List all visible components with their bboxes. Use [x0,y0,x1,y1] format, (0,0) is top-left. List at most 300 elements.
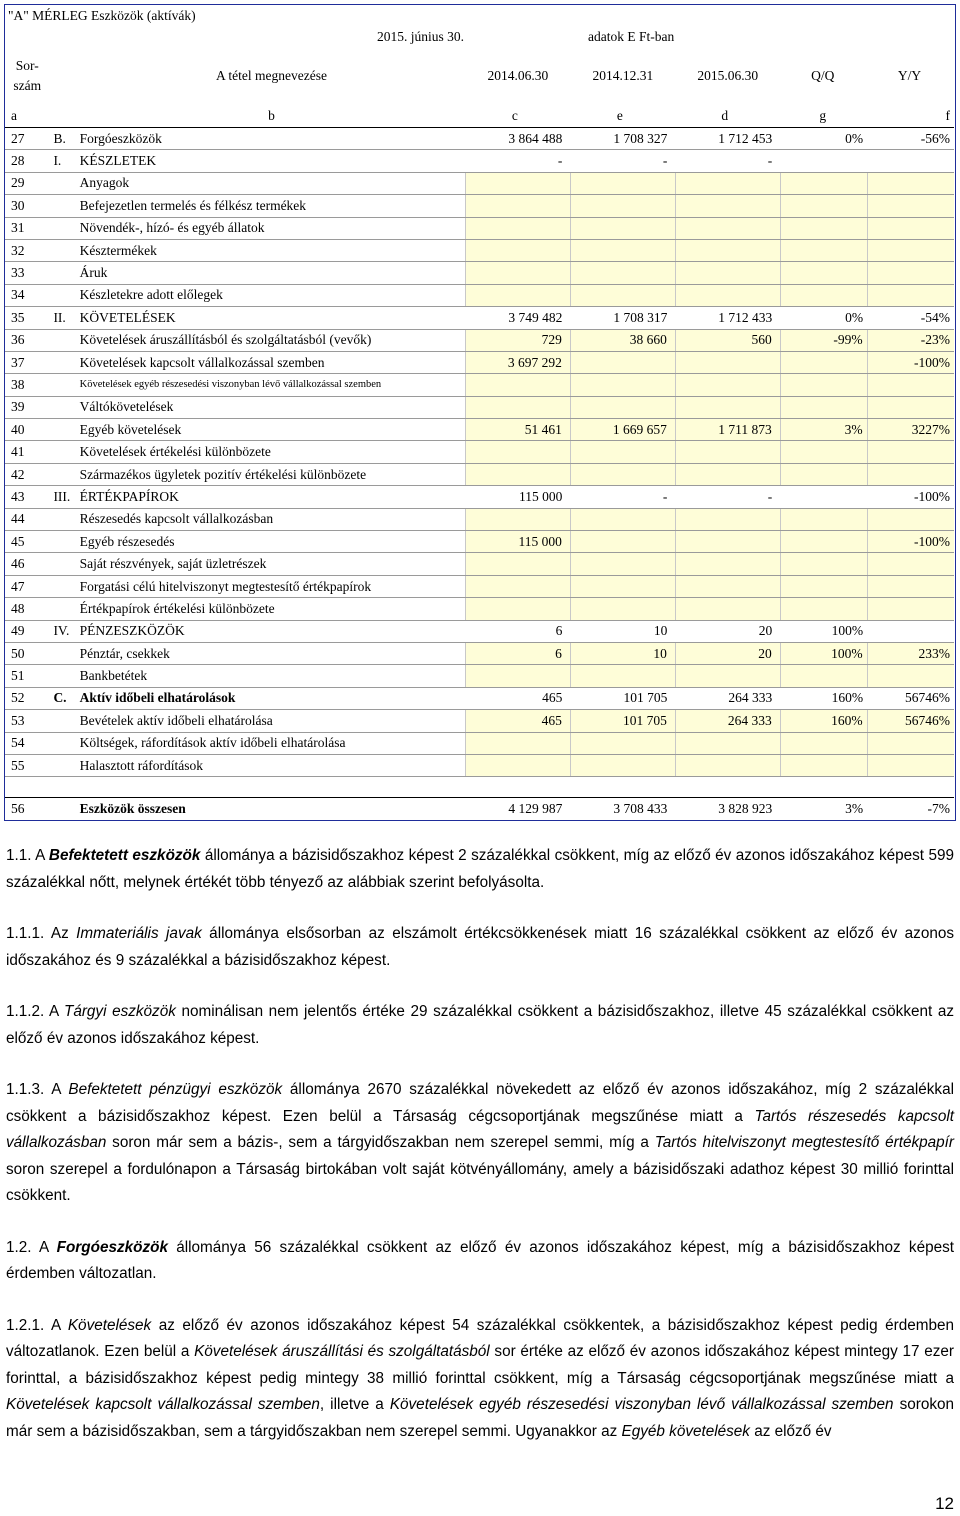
value-2015-06-30 [675,217,780,239]
value-2015-06-30 [675,441,780,463]
value-2015-06-30 [675,508,780,530]
value-2015-06-30 [675,665,780,687]
table-row [5,531,954,553]
value-2014-06-30 [465,508,570,530]
value-2015-06-30: 264 333 [675,687,780,709]
paragraph [6,1313,954,1446]
emphasis-term: Immateriális javak [76,925,202,942]
change-qq [780,172,867,194]
change-yy [867,150,954,172]
change-qq [780,486,867,508]
table-row [5,239,954,261]
change-yy [867,665,954,687]
change-yy [867,575,954,597]
table-row [5,128,954,150]
row-group-mark [51,665,77,687]
change-yy: -23% [867,329,954,351]
value-2014-06-30: 6 [465,620,570,642]
row-group-mark [51,777,77,798]
change-qq: 0% [780,307,867,329]
paragraph-text: az előző év azonos időszakához képest 54 százalékkal csökkentek, a bázisidőszakhoz képest pedig érdemben változatlanok. Ezen belül a [6,1316,954,1360]
table-row [5,486,954,508]
change-yy [867,374,954,396]
row-number: 40 [5,419,51,441]
row-label: Késztermékek [78,239,466,261]
value-2014-06-30: 729 [465,329,570,351]
value-2014-06-30 [465,239,570,261]
value-2014-12-31 [570,262,675,284]
change-yy [867,284,954,306]
value-2014-12-31 [570,777,675,798]
letter-e: e [570,105,675,128]
row-number: 42 [5,463,51,485]
row-group-mark [51,329,77,351]
change-qq [780,441,867,463]
emphasis-term: Forgóeszközök [56,1238,168,1256]
value-2014-12-31 [570,195,675,217]
value-2014-06-30 [465,374,570,396]
change-yy [867,239,954,261]
value-2014-06-30: 3 864 488 [465,128,570,150]
value-2014-12-31 [570,351,675,373]
row-group-mark: IV. [51,620,77,642]
row-group-mark [51,419,77,441]
value-2015-06-30 [675,777,780,798]
value-2015-06-30 [675,575,780,597]
row-group-mark [51,374,77,396]
row-label: Költségek, ráfordítások aktív időbeli elhatárolása [78,732,466,754]
change-yy: 56746% [867,687,954,709]
change-yy [867,598,954,620]
change-yy [867,777,954,798]
table-row [5,754,954,776]
paragraph-text: 1.1.2. A [6,1003,64,1020]
row-label: Készletekre adott előlegek [78,284,466,306]
paragraph-text: nominálisan nem jelentős értéke 29 százalékkal csökkent a bázisidőszakhoz, illetve 45 százalékkal csökkent az előző év azonos időszakához képest. [6,1003,954,1047]
value-2015-06-30 [675,553,780,575]
value-2015-06-30 [675,732,780,754]
emphasis-term: Tárgyi eszközök [63,1003,176,1020]
change-yy: -56% [867,128,954,150]
paragraph-text: , illetve a [319,1396,390,1413]
row-number: 37 [5,351,51,373]
row-number: 51 [5,665,51,687]
row-number: 44 [5,508,51,530]
paragraph-text: sorokon már sem a bázisidőszakban, sem a tárgyidőszakban nem szerepel semmi. Ugyanakkor az [6,1396,954,1440]
change-qq [780,217,867,239]
table-row [5,553,954,575]
letter-g: g [780,105,867,128]
change-qq: 0% [780,128,867,150]
row-label: KÖVETELÉSEK [78,307,466,329]
value-2015-06-30 [675,172,780,194]
emphasis-term: Követelések [67,1316,152,1334]
row-number: 36 [5,329,51,351]
value-2014-12-31: 10 [570,620,675,642]
row-label [78,777,466,798]
row-group-mark [51,754,77,776]
paragraph-text: 1.1.3. A [6,1081,69,1098]
row-number: 52 [5,687,51,709]
row-number: 34 [5,284,51,306]
change-yy: -100% [867,486,954,508]
change-yy [867,508,954,530]
row-group-mark [51,172,77,194]
value-2014-12-31 [570,217,675,239]
value-2014-06-30 [465,262,570,284]
row-number: 46 [5,553,51,575]
change-yy: -100% [867,531,954,553]
total-row [5,798,954,821]
table-row [5,374,954,396]
value-2015-06-30: 3 828 923 [718,801,773,817]
table-row [5,419,954,441]
table-row [5,508,954,530]
paragraph [6,921,954,974]
row-label: Pénztár, csekkek [78,642,466,664]
row-label: Áruk [78,262,466,284]
row-number: 35 [5,307,51,329]
change-yy: 233% [867,642,954,664]
row-label: KÉSZLETEK [78,150,466,172]
row-label: Halasztott ráfordítások [78,754,466,776]
table-row [5,195,954,217]
letter-a: a [5,105,51,128]
row-group-mark: III. [51,486,77,508]
emphasis-term: Egyéb követelések [621,1422,750,1440]
value-2014-12-31 [570,396,675,418]
paragraph-text: sor értéke az előző év azonos időszakához képest mintegy 17 ezer forinttal, a bázisidőszakhoz képest pedig mintegy 38 millió forinttal csökkent, míg a Társaság cégcsoportjának megszűnése miatt a [6,1343,954,1387]
row-number: 47 [5,575,51,597]
value-2014-06-30: 465 [465,710,570,732]
table-row [5,172,954,194]
change-qq [780,262,867,284]
table-row [5,441,954,463]
value-2014-12-31: 101 705 [570,710,675,732]
change-qq: 100% [780,620,867,642]
value-2014-06-30 [465,284,570,306]
row-group-mark [51,284,77,306]
row-group-mark [51,732,77,754]
value-2014-12-31: 1 708 327 [570,128,675,150]
value-2014-06-30: 4 129 987 [508,801,563,817]
change-qq: 160% [780,687,867,709]
value-2014-06-30: 3 749 482 [465,307,570,329]
paragraph [6,843,954,896]
spacer-row [5,777,954,798]
table-row [5,598,954,620]
table-row [5,329,954,351]
change-yy [867,441,954,463]
value-2014-12-31 [570,732,675,754]
change-qq [780,150,867,172]
change-qq [780,598,867,620]
unit-label: adatok E Ft-ban [588,29,675,44]
row-group-mark [51,710,77,732]
emphasis-term: Tartós részesedés kapcsolt vállalkozásban [6,1107,954,1151]
value-2015-06-30 [675,284,780,306]
table-row [5,575,954,597]
row-group-mark [51,575,77,597]
change-qq [780,754,867,776]
paragraph-text: 1.2.1. A [6,1316,68,1334]
row-number: 39 [5,396,51,418]
value-2014-12-31 [570,463,675,485]
value-2014-12-31: - [570,150,675,172]
row-label: Forgóeszközök [78,128,466,150]
row-group-mark [51,351,77,373]
value-2015-06-30: 560 [675,329,780,351]
paragraph [6,1235,954,1288]
letter-c: c [465,105,570,128]
row-label: Saját részvények, saját üzletrészek [78,553,466,575]
col-header-2015-06: 2015.06.30 [697,68,759,83]
row-group-mark: C. [51,687,77,709]
value-2015-06-30: - [675,486,780,508]
value-2015-06-30 [675,531,780,553]
commentary-text [6,843,954,1445]
row-label: Követelések egyéb részesedési viszonyban lévő vállalkozással szemben [78,374,466,396]
table-row [5,262,954,284]
table-row [5,732,954,754]
value-2014-06-30 [465,553,570,575]
row-label: Váltókövetelések [78,396,466,418]
change-yy: -100% [867,351,954,373]
emphasis-term: Befektetett pénzügyi eszközök [68,1081,283,1098]
change-qq [780,284,867,306]
row-number: 29 [5,172,51,194]
paragraph-text: állománya 56 százalékkal csökkent az előző év azonos időszakához képest, míg a bázisidőszakhoz képest érdemben változatlan. [6,1238,954,1282]
row-group-mark [51,598,77,620]
change-yy [867,754,954,776]
change-yy: 56746% [867,710,954,732]
emphasis-term: Követelések áruszállítási és szolgáltatásból [194,1343,490,1360]
value-2014-06-30 [465,575,570,597]
table-row [5,150,954,172]
table-row [5,307,954,329]
value-2014-06-30 [465,396,570,418]
row-number: 56 [11,801,25,817]
value-2014-06-30: 6 [465,642,570,664]
value-2015-06-30: 20 [675,642,780,664]
change-yy [867,172,954,194]
value-2015-06-30 [675,195,780,217]
paragraph-text: állománya 2670 százalékkal növekedett az előző év azonos időszakához, míg 2 százalékkal csökkent a bázisidőszakhoz képest. Ezen belül a Társaság cégcsoportjának megszűnése miatt a [6,1081,954,1125]
row-number: 30 [5,195,51,217]
row-label: Forgatási célú hitelviszonyt megtestesítő értékpapírok [78,575,466,597]
value-2015-06-30 [675,262,780,284]
value-2014-06-30: 3 697 292 [465,351,570,373]
value-2015-06-30 [675,463,780,485]
row-group-mark [51,798,77,821]
row-label: Követelések értékelési különbözete [78,441,466,463]
table-row [5,710,954,732]
change-qq: 3% [780,419,867,441]
value-2015-06-30: 1 712 453 [675,128,780,150]
value-2014-12-31: 38 660 [570,329,675,351]
value-2015-06-30: 264 333 [675,710,780,732]
row-label: Részesedés kapcsolt vállalkozásban [78,508,466,530]
change-yy: 3227% [867,419,954,441]
value-2014-12-31: 101 705 [570,687,675,709]
table-row [5,687,954,709]
row-number: 31 [5,217,51,239]
change-qq [780,239,867,261]
change-yy [867,732,954,754]
row-label: Bankbetétek [78,665,466,687]
row-group-mark [51,463,77,485]
value-2015-06-30 [675,239,780,261]
value-2015-06-30: 1 712 433 [675,307,780,329]
letter-row [5,105,954,128]
change-yy [867,396,954,418]
row-group-mark [51,531,77,553]
row-label: Követelések áruszállításból és szolgáltatásból (vevők) [78,329,466,351]
value-2014-12-31 [570,239,675,261]
change-qq: 3% [845,801,864,817]
row-label: Követelések kapcsolt vállalkozással szemben [78,351,466,373]
row-label: PÉNZESZKÖZÖK [78,620,466,642]
value-2015-06-30 [675,374,780,396]
value-2014-12-31: 10 [570,642,675,664]
row-label: Bevételek aktív időbeli elhatárolása [78,710,466,732]
balance-table [5,47,954,820]
row-label: Származékos ügyletek pozitív értékelési különbözete [78,463,466,485]
row-number: 27 [5,128,51,150]
change-yy [867,262,954,284]
row-number: 43 [5,486,51,508]
value-2014-12-31 [570,598,675,620]
value-2014-12-31 [570,553,675,575]
change-yy [867,553,954,575]
row-group-mark [51,441,77,463]
change-qq: -99% [780,329,867,351]
row-number [5,777,51,798]
value-2014-06-30 [465,195,570,217]
col-header-qq: Q/Q [811,68,835,83]
change-qq: 160% [780,710,867,732]
row-number: 38 [5,374,51,396]
row-number: 33 [5,262,51,284]
letter-d: d [675,105,780,128]
row-number: 28 [5,150,51,172]
value-2014-06-30 [465,463,570,485]
row-number: 32 [5,239,51,261]
change-qq [780,777,867,798]
value-2014-12-31 [570,531,675,553]
row-group-mark: II. [51,307,77,329]
change-yy: -54% [867,307,954,329]
paragraph-text: 1.1. A [6,847,49,864]
row-group-mark [51,642,77,664]
row-group-mark [51,508,77,530]
value-2014-06-30 [465,441,570,463]
paragraph-text: állománya elsősorban az elszámolt értékcsökkenések miatt 16 százalékkal csökkent az előző év azonos időszakához és 9 százalékkal a bázisidőszakhoz képest. [6,925,954,969]
change-qq: 100% [780,642,867,664]
change-qq [780,374,867,396]
row-group-mark [51,553,77,575]
value-2014-06-30 [465,217,570,239]
value-2014-06-30: 115 000 [465,486,570,508]
paragraph-text: állománya a bázisidőszakhoz képest 2 százalékkal csökkent, míg az előző év azonos időszakához képest 599 százalékkal nőtt, melynek értékét több tényező az alábbiak szerint befolyásolta. [6,847,954,891]
value-2014-12-31 [570,441,675,463]
row-group-mark [51,396,77,418]
change-qq [780,575,867,597]
table-row [5,217,954,239]
row-label: Növendék-, hízó- és egyéb állatok [78,217,466,239]
value-2014-12-31 [570,754,675,776]
col-header-2014-06: 2014.06.30 [487,68,549,83]
row-group-mark [51,217,77,239]
col-header-no: Sor- szám [13,58,42,93]
row-group-mark [51,195,77,217]
table-row [5,463,954,485]
row-number: 48 [5,598,51,620]
row-label: Aktív időbeli elhatárolások [78,687,466,709]
value-2014-06-30 [465,777,570,798]
table-row [5,396,954,418]
value-2014-12-31 [570,284,675,306]
change-qq [780,531,867,553]
change-yy [867,463,954,485]
change-qq [780,351,867,373]
emphasis-term: Követelések kapcsolt vállalkozással szemben [6,1396,320,1413]
value-2015-06-30 [675,598,780,620]
row-label: Eszközök összesen [79,801,186,817]
table-row [5,642,954,664]
value-2014-06-30 [465,172,570,194]
paragraph-text: az előző év [749,1422,832,1440]
change-qq [780,553,867,575]
value-2014-12-31 [570,508,675,530]
value-2014-12-31 [570,665,675,687]
sheet-title: "A" MÉRLEG Eszközök (aktívák) [8,7,196,23]
table-row [5,351,954,373]
row-number: 53 [5,710,51,732]
paragraph [6,999,954,1052]
paragraph [6,1077,954,1210]
change-qq [780,732,867,754]
balance-sheet [4,4,956,821]
value-2014-12-31 [570,575,675,597]
paragraph-text: 1.2. A [6,1238,57,1256]
table-row [5,284,954,306]
col-header-2014-12: 2014.12.31 [592,68,654,83]
row-number: 55 [5,754,51,776]
change-yy [867,195,954,217]
value-2015-06-30: 20 [675,620,780,642]
value-2014-06-30: - [465,150,570,172]
report-date: 2015. június 30. [377,29,465,44]
row-label: Egyéb követelések [78,419,466,441]
change-qq [780,665,867,687]
change-yy [867,620,954,642]
header-row [5,47,954,105]
paragraph-text: soron szerepel a fordulónapon a Társaság birtokában volt saját kötvényállomány, amely a bázisidőszaki adathoz képest 30 millió forinttal csökkent. [6,1160,954,1204]
value-2014-12-31: 1 669 657 [570,419,675,441]
row-label: ÉRTÉKPAPÍROK [78,486,466,508]
letter-f: f [867,105,954,128]
row-number: 45 [5,531,51,553]
value-2015-06-30 [675,754,780,776]
paragraph-text: soron már sem a bázis-, sem a tárgyidőszakban nem szerepel semmi, míg a [106,1134,655,1151]
value-2015-06-30: 1 711 873 [675,419,780,441]
row-group-mark [51,239,77,261]
paragraph-text: 1.1.1. Az [6,925,77,942]
row-label: Értékpapírok értékelési különbözete [78,598,466,620]
change-yy: -7% [927,801,950,817]
change-qq [780,195,867,217]
